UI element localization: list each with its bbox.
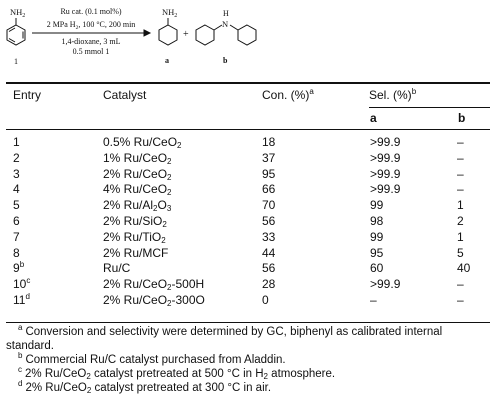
selectivity-b-cell: 40 bbox=[457, 261, 471, 276]
header-bottom-rule bbox=[6, 129, 490, 130]
entry-cell: 3 bbox=[13, 166, 20, 181]
catalyst-cell: Ru/C bbox=[103, 261, 131, 276]
catalyst-cell: 2% Ru/TiO$_2$ bbox=[103, 229, 166, 245]
table-top-rule bbox=[6, 82, 490, 84]
header-entry: Entry bbox=[13, 88, 42, 102]
selectivity-b-cell: – bbox=[457, 293, 464, 307]
header-conversion: Con. (%)$^a$ bbox=[262, 87, 314, 102]
footnotes bbox=[6, 325, 490, 395]
selectivity-a-cell: 95 bbox=[370, 245, 384, 260]
condition-line-3: 1,4-dioxane, 3 mL bbox=[61, 37, 121, 46]
header-sel-a: a bbox=[370, 111, 377, 125]
conversion-cell: 0 bbox=[262, 293, 269, 307]
catalyst-cell: 1% Ru/CeO$_2$ bbox=[103, 150, 172, 166]
selectivity-b-cell: – bbox=[457, 277, 464, 292]
product-a-label: a bbox=[165, 56, 169, 65]
catalyst-cell: 2% $Ru/Al_2O_3$ bbox=[103, 198, 172, 214]
selectivity-b-cell: – bbox=[457, 182, 464, 197]
reaction-scheme bbox=[0, 0, 492, 75]
catalyst-cell: 2% Ru/MCF bbox=[103, 245, 169, 260]
conversion-cell: 18 bbox=[262, 135, 276, 149]
conversion-cell: 70 bbox=[262, 198, 276, 213]
entry-cell: 10$^c$ bbox=[13, 276, 31, 292]
condition-line-2: 2 MPa $H_2$, 100 °C, 200 min bbox=[46, 20, 136, 31]
footnote: $^a$ Conversion and selectivity were determined by GC, biphenyl as calibrated internal standard. bbox=[6, 323, 443, 352]
conversion-cell: 56 bbox=[262, 214, 276, 228]
conversion-cell: 33 bbox=[262, 229, 276, 244]
selectivity-b-cell: 1 bbox=[457, 198, 464, 213]
cyclohexylamine-structure bbox=[159, 18, 177, 45]
product-b-h: H bbox=[223, 9, 229, 18]
catalyst-cell: 4% Ru/CeO$_2$ bbox=[103, 182, 172, 198]
plus-sign: + bbox=[183, 29, 189, 40]
selectivity-a-cell: 99 bbox=[370, 229, 384, 244]
condition-line-4: 0.5 mmol 1 bbox=[72, 47, 110, 56]
entry-cell: 2 bbox=[13, 150, 20, 165]
conversion-cell: 56 bbox=[262, 261, 276, 276]
selectivity-a-cell: 60 bbox=[370, 261, 384, 276]
selectivity-b-cell: 5 bbox=[457, 245, 464, 260]
selectivity-rule bbox=[369, 107, 490, 108]
table-bottom-rule bbox=[6, 322, 490, 323]
product-b-n: N bbox=[222, 19, 229, 29]
selectivity-a-cell: >99.9 bbox=[370, 135, 401, 149]
entry-cell: 4 bbox=[13, 182, 20, 197]
conversion-cell: 28 bbox=[262, 277, 276, 292]
selectivity-a-cell: 99 bbox=[370, 198, 384, 213]
catalyst-cell: 2% Ru/SiO$_2$ bbox=[103, 214, 167, 229]
header-catalyst: Catalyst bbox=[103, 88, 147, 102]
condition-line-1: Ru cat. (0.1 mol%) bbox=[60, 7, 122, 16]
conversion-cell: 37 bbox=[262, 150, 276, 165]
selectivity-a-cell: >99.9 bbox=[370, 182, 401, 197]
product-a-amine-group: $NH_2$ bbox=[162, 7, 178, 19]
entry-cell: 9$^b$ bbox=[13, 260, 25, 276]
selectivity-a-cell: >99.9 bbox=[370, 277, 401, 292]
footnote: $^c$ 2% Ru/CeO$_2$ catalyst pretreated at 500 °C in $H_2$ atmosphere. bbox=[18, 365, 336, 381]
catalyst-cell: 2% Ru/CeO$_2$ bbox=[103, 166, 172, 182]
entry-cell: 7 bbox=[13, 229, 20, 244]
catalyst-cell: 2% Ru/CeO$_2$-300O bbox=[103, 293, 205, 308]
entry-cell: 6 bbox=[13, 214, 20, 228]
aniline-structure bbox=[7, 18, 25, 45]
product-b-label: b bbox=[223, 56, 228, 65]
entry-cell: 1 bbox=[13, 135, 20, 149]
selectivity-b-cell: 2 bbox=[457, 214, 464, 228]
selectivity-b-cell: 1 bbox=[457, 229, 464, 244]
reactant-label: 1 bbox=[14, 57, 18, 66]
selectivity-b-cell: – bbox=[457, 166, 464, 181]
selectivity-b-cell: – bbox=[457, 150, 464, 165]
selectivity-a-cell: – bbox=[370, 293, 377, 307]
reactant-amine-group: $NH_2$ bbox=[10, 7, 26, 19]
footnote: $^d$ 2% Ru/CeO$_2$ catalyst pretreated at 300 °C in air. bbox=[18, 379, 272, 395]
selectivity-a-cell: 98 bbox=[370, 214, 384, 228]
entry-cell: 5 bbox=[13, 198, 20, 213]
entry-cell: 8 bbox=[13, 245, 20, 260]
header-sel-b: b bbox=[458, 111, 466, 125]
conversion-cell: 66 bbox=[262, 182, 276, 197]
selectivity-a-cell: >99.9 bbox=[370, 150, 401, 165]
footnote: $^b$ Commercial Ru/C catalyst purchased from Aladdin. bbox=[18, 351, 286, 366]
catalyst-cell: 0.5% Ru/CeO$_2$ bbox=[103, 135, 182, 150]
conversion-cell: 44 bbox=[262, 245, 276, 260]
entry-cell: 11$^d$ bbox=[13, 292, 30, 307]
header-selectivity: Sel. (%)$^b$ bbox=[369, 87, 417, 102]
selectivity-b-cell: – bbox=[457, 135, 464, 149]
catalyst-cell: 2% Ru/CeO$_2$-500H bbox=[103, 277, 205, 293]
conversion-cell: 95 bbox=[262, 166, 276, 181]
selectivity-a-cell: >99.9 bbox=[370, 166, 401, 181]
